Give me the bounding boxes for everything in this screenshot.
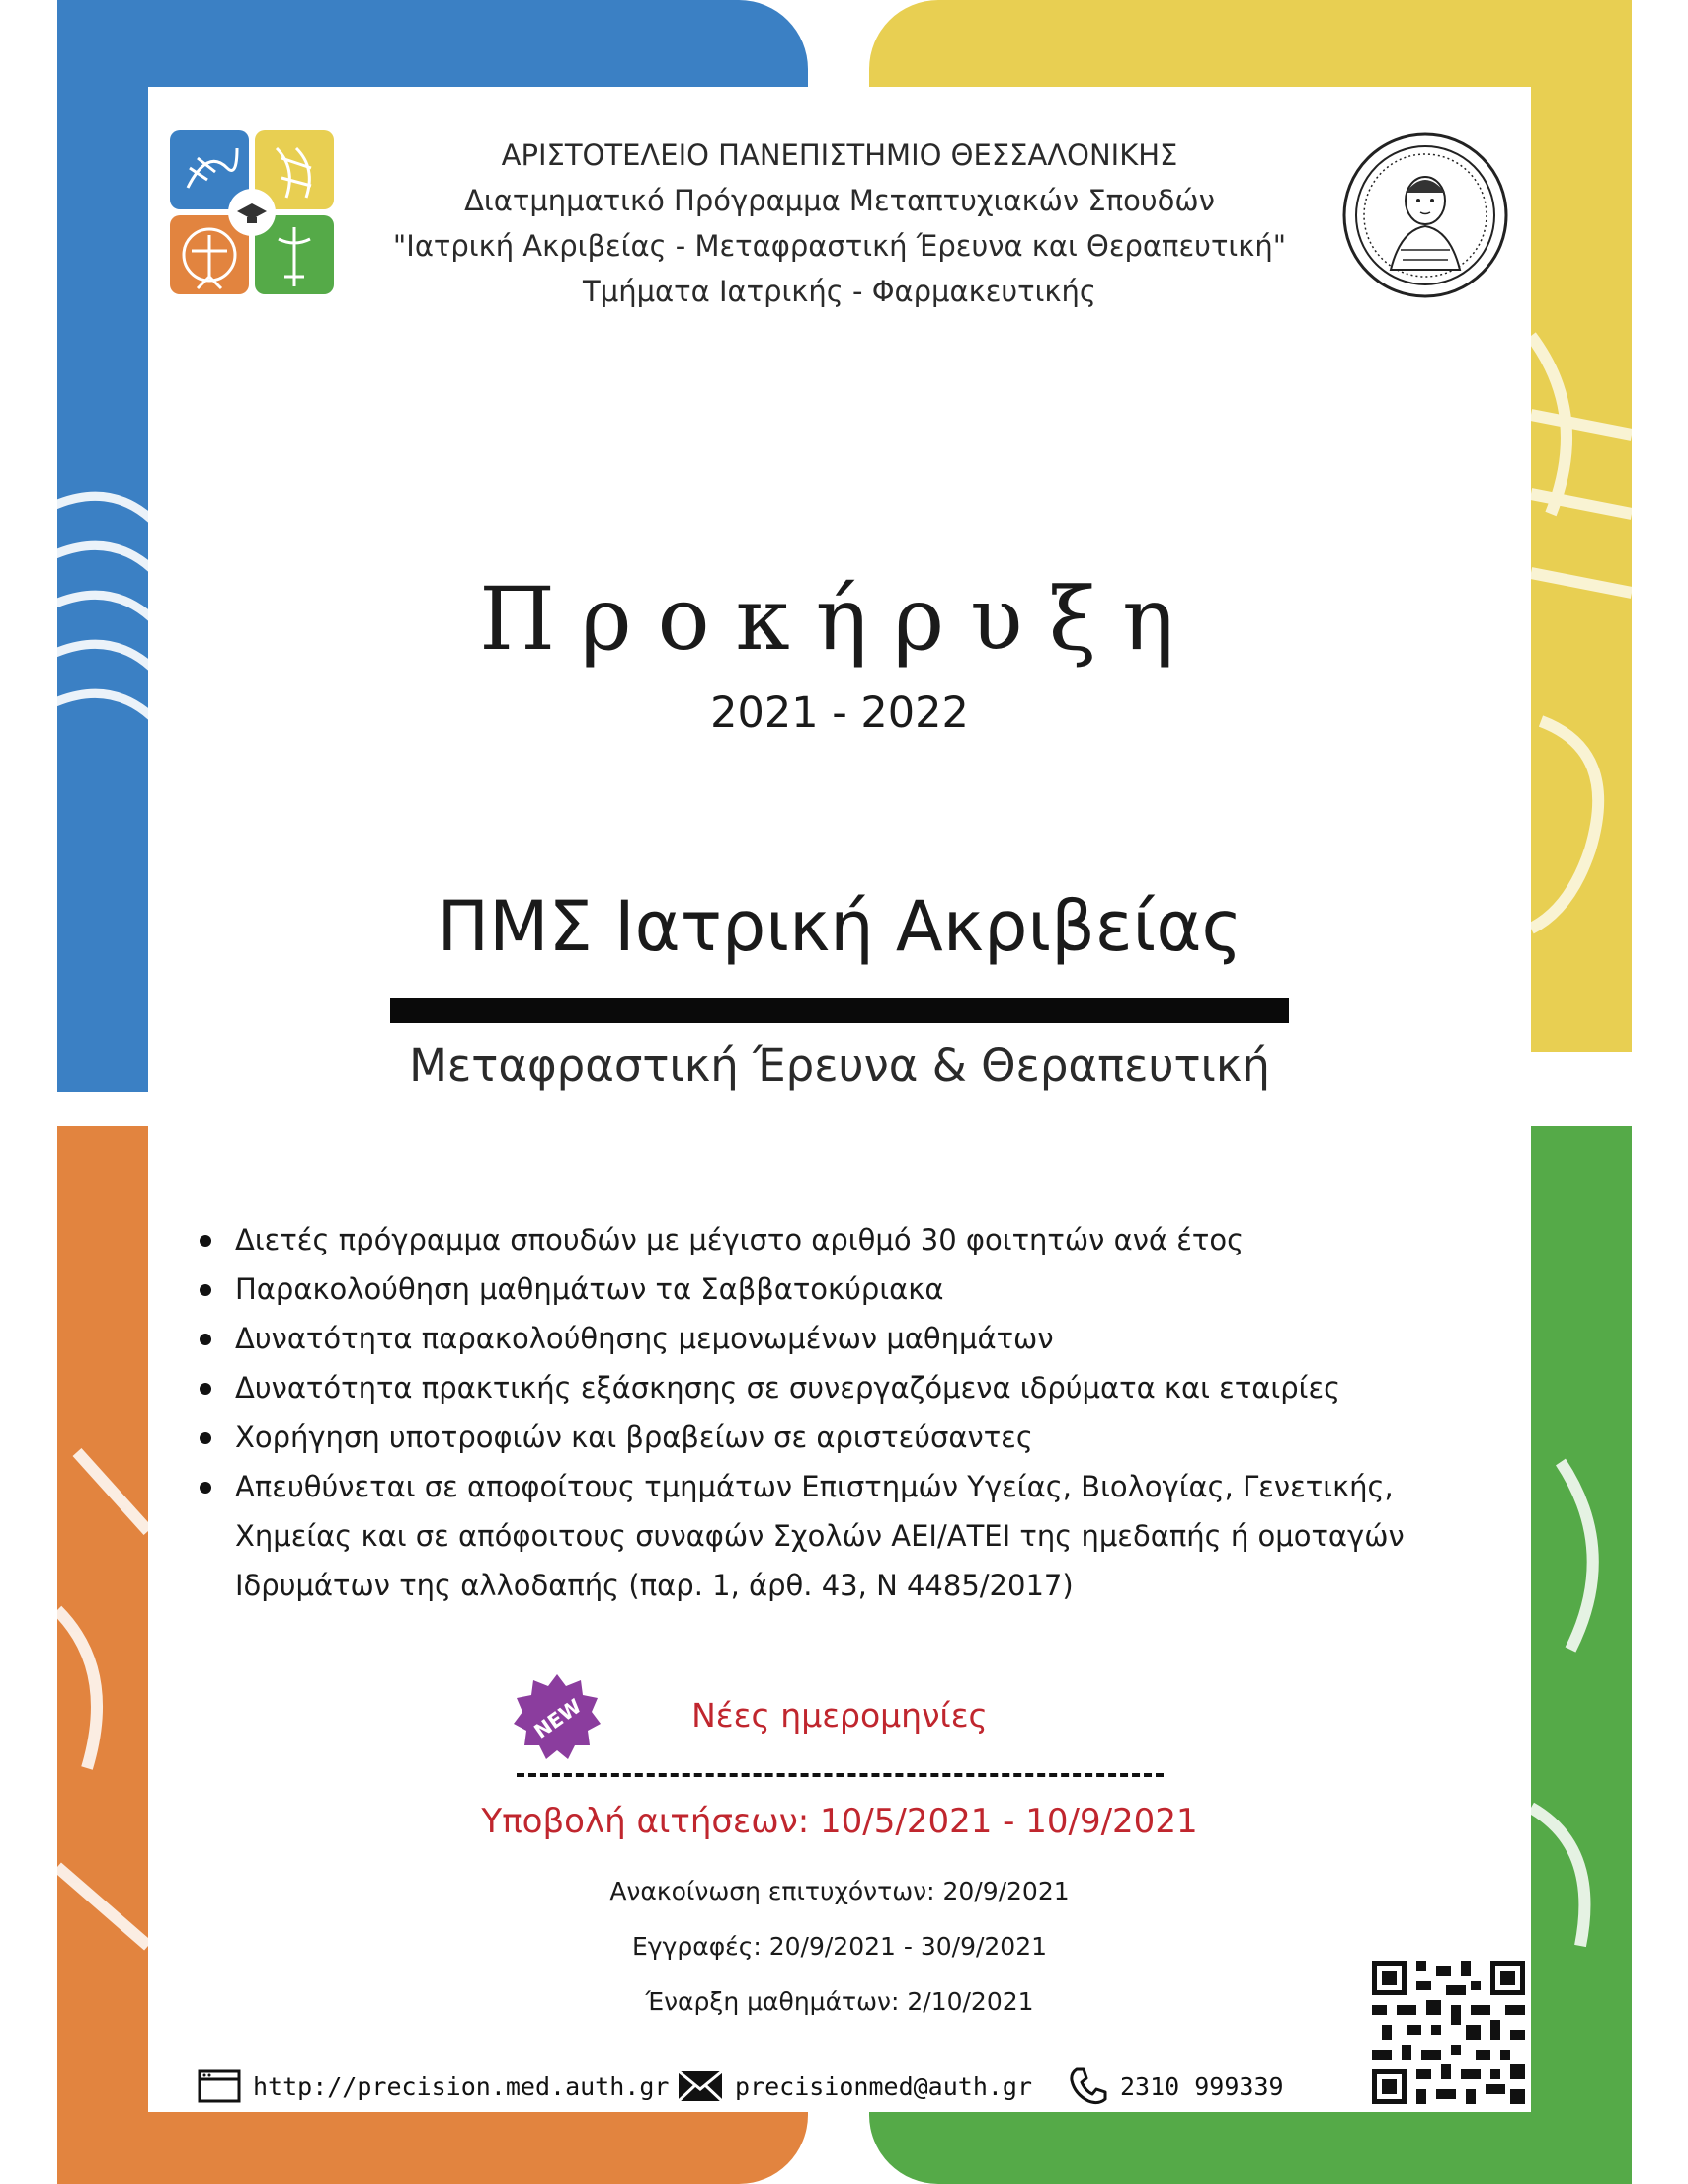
results-announcement: Ανακοίνωση επιτυχόντων: 20/9/2021 — [609, 1877, 1070, 1905]
dna-decoration-left — [57, 435, 148, 751]
program-name: ΠΜΣ Ιατρική Ακριβείας — [437, 886, 1243, 967]
program-type: Διατμηματικό Πρόγραμμα Μεταπτυχιακών Σπουδών — [464, 184, 1215, 217]
phone-link[interactable] — [1069, 2066, 1284, 2106]
dna-decoration-right — [1531, 296, 1632, 988]
announcement-title: Προκήρυξη — [479, 568, 1200, 670]
website-url: http://precision.med.auth.gr — [253, 2071, 670, 2101]
course-start: Έναρξη μαθημάτων: 2/10/2021 — [645, 1987, 1034, 2016]
symbol-decoration-right — [1531, 1432, 1632, 2025]
bullet-icon — [200, 1432, 211, 1444]
departments: Τμήματα Ιατρικής - Φαρμακευτικής — [583, 275, 1096, 308]
browser-window-icon — [198, 2069, 241, 2103]
website-link[interactable] — [198, 2066, 669, 2106]
email-link[interactable] — [678, 2066, 1032, 2106]
qr-code-icon — [1372, 1961, 1525, 2104]
academic-year: 2021 - 2022 — [710, 688, 969, 738]
registration-period: Εγγραφές: 20/9/2021 - 30/9/2021 — [631, 1932, 1048, 1961]
phone-number: 2310 999339 — [1120, 2071, 1284, 2101]
program-subtitle: Μεταφραστική Έρευνα & Θεραπευτική — [409, 1039, 1270, 1092]
header-block — [336, 132, 1343, 314]
bullet-icon — [200, 1482, 211, 1494]
new-badge-icon — [512, 1672, 603, 1763]
bullet-icon — [200, 1235, 211, 1247]
list-item: Παρακολούθηση μαθημάτων τα Σαββατοκύριακα — [198, 1264, 1511, 1314]
program-full-name: "Ιατρική Ακριβείας - Μεταφραστική Έρευνα και Θεραπευτική" — [392, 229, 1287, 263]
new-dates-heading: Νέες ημερομηνίες — [691, 1696, 988, 1735]
email-address: precisionmed@auth.gr — [735, 2071, 1033, 2101]
university-seal — [1341, 131, 1509, 299]
title-divider — [390, 998, 1289, 1023]
list-item: Διετές πρόγραμμα σπουδών με μέγιστο αριθμό 30 φοιτητών ανά έτος — [198, 1215, 1511, 1264]
dashed-divider — [517, 1773, 1164, 1777]
list-item: Χορήγηση υποτροφιών και βραβείων σε αριστεύσαντες — [198, 1413, 1511, 1462]
bullet-icon — [200, 1383, 211, 1395]
bullet-icon — [200, 1334, 211, 1345]
list-item: Δυνατότητα πρακτικής εξάσκησης σε συνεργαζόμενα ιδρύματα και εταιρίες — [198, 1363, 1511, 1413]
university-name: ΑΡΙΣΤΟΤΕΛΕΙΟ ΠΑΝΕΠΙΣΤΗΜΙΟ ΘΕΣΣΑΛΟΝΙΚΗΣ — [501, 138, 1178, 172]
list-item: Απευθύνεται σε αποφοίτους τμημάτων Επιστημών Υγείας, Βιολογίας, Γενετικής, Χημείας και σε απόφοιτους συναφών Σχολών ΑΕΙ/ΑΤΕΙ της ημεδαπής ή ομοταγών Ιδρυμάτων της αλλοδαπής (παρ. 1, άρθ. 43, Ν 4485/2017) — [198, 1462, 1511, 1610]
figure-decoration-left — [57, 1413, 148, 2005]
bullet-icon — [200, 1284, 211, 1296]
new-badge-label: NEW — [529, 1693, 586, 1743]
program-logo — [168, 128, 336, 296]
list-item: Δυνατότητα παρακολούθησης μεμονωμένων μαθημάτων — [198, 1314, 1511, 1363]
phone-icon — [1069, 2066, 1108, 2106]
feature-list — [198, 1215, 1511, 1610]
envelope-icon — [678, 2069, 723, 2103]
applications-period: Υποβολή αιτήσεων: 10/5/2021 - 10/9/2021 — [481, 1802, 1198, 1841]
